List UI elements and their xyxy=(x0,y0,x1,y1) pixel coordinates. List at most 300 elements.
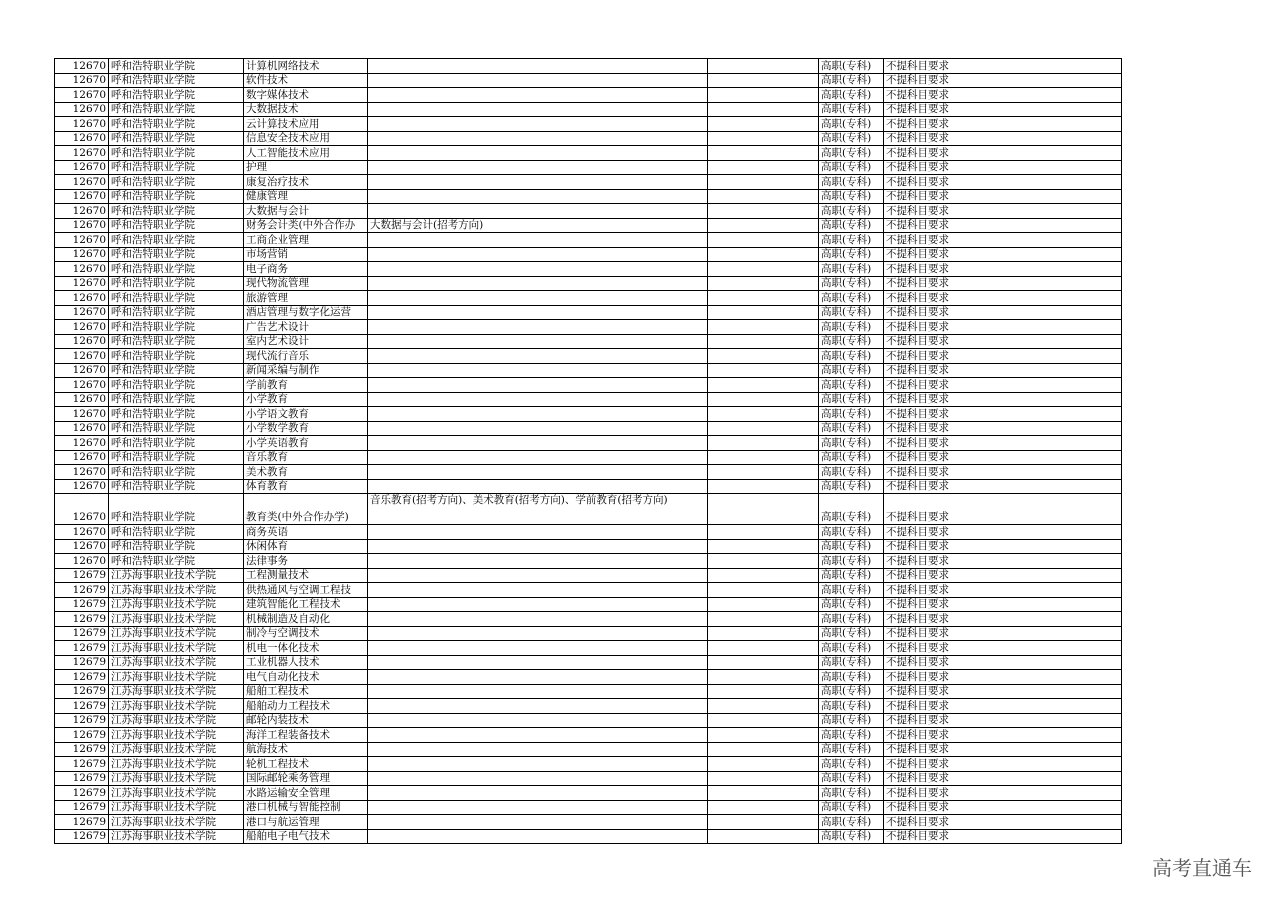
empty-cell xyxy=(708,436,819,451)
empty-cell xyxy=(708,670,819,685)
subject-requirement-cell: 不提科目要求 xyxy=(884,305,1122,320)
table-row xyxy=(55,583,1122,598)
school-code-cell: 12670 xyxy=(55,334,109,349)
table-row xyxy=(55,800,1122,815)
subject-requirement-cell: 不提科目要求 xyxy=(884,392,1122,407)
major-note-cell xyxy=(368,59,708,74)
major-name-cell: 美术教育 xyxy=(244,465,368,480)
school-name-cell: 呼和浩特职业学院 xyxy=(109,407,244,422)
subject-requirement-cell: 不提科目要求 xyxy=(884,233,1122,248)
school-name-cell: 呼和浩特职业学院 xyxy=(109,247,244,262)
subject-requirement-cell: 不提科目要求 xyxy=(884,655,1122,670)
level-cell: 高职(专科) xyxy=(819,175,884,190)
school-name-cell: 江苏海事职业技术学院 xyxy=(109,699,244,714)
empty-cell xyxy=(708,494,819,525)
table-row xyxy=(55,568,1122,583)
subject-requirement-cell: 不提科目要求 xyxy=(884,450,1122,465)
empty-cell xyxy=(708,699,819,714)
school-name-cell: 呼和浩特职业学院 xyxy=(109,363,244,378)
subject-requirement-cell: 不提科目要求 xyxy=(884,465,1122,480)
level-cell: 高职(专科) xyxy=(819,539,884,554)
school-name-cell: 江苏海事职业技术学院 xyxy=(109,684,244,699)
major-note-cell xyxy=(368,450,708,465)
table-row xyxy=(55,146,1122,161)
school-name-cell: 呼和浩特职业学院 xyxy=(109,334,244,349)
major-note-cell: 音乐教育(招考方向)、美术教育(招考方向)、学前教育(招考方向) xyxy=(368,494,708,525)
major-name-cell: 机电一体化技术 xyxy=(244,641,368,656)
major-name-cell: 供热通风与空调工程技 xyxy=(244,583,368,598)
school-name-cell: 呼和浩特职业学院 xyxy=(109,102,244,117)
empty-cell xyxy=(708,334,819,349)
major-note-cell xyxy=(368,436,708,451)
major-name-cell: 海洋工程装备技术 xyxy=(244,728,368,743)
school-name-cell: 呼和浩特职业学院 xyxy=(109,59,244,74)
table-row xyxy=(55,189,1122,204)
school-name-cell: 呼和浩特职业学院 xyxy=(109,218,244,233)
major-name-cell: 轮机工程技术 xyxy=(244,757,368,772)
major-note-cell xyxy=(368,73,708,88)
school-name-cell: 江苏海事职业技术学院 xyxy=(109,829,244,844)
level-cell: 高职(专科) xyxy=(819,465,884,480)
major-name-cell: 港口机械与智能控制 xyxy=(244,800,368,815)
school-name-cell: 呼和浩特职业学院 xyxy=(109,233,244,248)
subject-requirement-cell: 不提科目要求 xyxy=(884,554,1122,569)
major-name-cell: 小学语文教育 xyxy=(244,407,368,422)
major-note-cell xyxy=(368,392,708,407)
level-cell: 高职(专科) xyxy=(819,233,884,248)
watermark: 高考直通车 xyxy=(1152,856,1252,880)
school-code-cell: 12670 xyxy=(55,262,109,277)
school-code-cell: 12670 xyxy=(55,525,109,540)
table-row xyxy=(55,742,1122,757)
major-note-cell xyxy=(368,757,708,772)
table-row xyxy=(55,713,1122,728)
major-name-cell: 大数据与会计 xyxy=(244,204,368,219)
empty-cell xyxy=(708,583,819,598)
subject-requirement-cell: 不提科目要求 xyxy=(884,378,1122,393)
school-name-cell: 呼和浩特职业学院 xyxy=(109,378,244,393)
table-row xyxy=(55,131,1122,146)
major-note-cell xyxy=(368,204,708,219)
level-cell: 高职(专科) xyxy=(819,525,884,540)
major-note-cell xyxy=(368,612,708,627)
level-cell: 高职(专科) xyxy=(819,494,884,525)
major-note-cell xyxy=(368,363,708,378)
school-name-cell: 呼和浩特职业学院 xyxy=(109,189,244,204)
major-note-cell xyxy=(368,568,708,583)
table-row xyxy=(55,670,1122,685)
major-note-cell xyxy=(368,189,708,204)
table-row xyxy=(55,757,1122,772)
major-note-cell xyxy=(368,465,708,480)
empty-cell xyxy=(708,276,819,291)
empty-cell xyxy=(708,218,819,233)
school-code-cell: 12670 xyxy=(55,102,109,117)
major-name-cell: 广告艺术设计 xyxy=(244,320,368,335)
major-note-cell xyxy=(368,525,708,540)
major-note-cell xyxy=(368,305,708,320)
major-name-cell: 小学英语教育 xyxy=(244,436,368,451)
level-cell: 高职(专科) xyxy=(819,597,884,612)
school-code-cell: 12679 xyxy=(55,583,109,598)
subject-requirement-cell: 不提科目要求 xyxy=(884,73,1122,88)
subject-requirement-cell: 不提科目要求 xyxy=(884,597,1122,612)
level-cell: 高职(专科) xyxy=(819,421,884,436)
major-note-cell xyxy=(368,407,708,422)
empty-cell xyxy=(708,88,819,103)
major-name-cell: 工商企业管理 xyxy=(244,233,368,248)
school-code-cell: 12679 xyxy=(55,684,109,699)
level-cell: 高职(专科) xyxy=(819,59,884,74)
empty-cell xyxy=(708,479,819,494)
level-cell: 高职(专科) xyxy=(819,189,884,204)
table-row xyxy=(55,117,1122,132)
major-name-cell: 电气自动化技术 xyxy=(244,670,368,685)
empty-cell xyxy=(708,465,819,480)
level-cell: 高职(专科) xyxy=(819,684,884,699)
table-row xyxy=(55,204,1122,219)
empty-cell xyxy=(708,800,819,815)
school-code-cell: 12679 xyxy=(55,771,109,786)
major-name-cell: 数字媒体技术 xyxy=(244,88,368,103)
major-name-cell: 软件技术 xyxy=(244,73,368,88)
major-name-cell: 现代物流管理 xyxy=(244,276,368,291)
major-name-cell: 市场营销 xyxy=(244,247,368,262)
subject-requirement-cell: 不提科目要求 xyxy=(884,363,1122,378)
table-row xyxy=(55,262,1122,277)
level-cell: 高职(专科) xyxy=(819,670,884,685)
level-cell: 高职(专科) xyxy=(819,305,884,320)
school-code-cell: 12679 xyxy=(55,800,109,815)
level-cell: 高职(专科) xyxy=(819,73,884,88)
major-name-cell: 现代流行音乐 xyxy=(244,349,368,364)
subject-requirement-cell: 不提科目要求 xyxy=(884,641,1122,656)
major-note-cell xyxy=(368,479,708,494)
school-code-cell: 12679 xyxy=(55,655,109,670)
school-name-cell: 呼和浩特职业学院 xyxy=(109,88,244,103)
empty-cell xyxy=(708,612,819,627)
level-cell: 高职(专科) xyxy=(819,276,884,291)
major-name-cell: 室内艺术设计 xyxy=(244,334,368,349)
major-name-cell: 船舶电子电气技术 xyxy=(244,829,368,844)
empty-cell xyxy=(708,757,819,772)
level-cell: 高职(专科) xyxy=(819,450,884,465)
major-note-cell xyxy=(368,670,708,685)
school-name-cell: 呼和浩特职业学院 xyxy=(109,349,244,364)
table-row xyxy=(55,479,1122,494)
level-cell: 高职(专科) xyxy=(819,334,884,349)
major-note-cell xyxy=(368,539,708,554)
subject-requirement-cell: 不提科目要求 xyxy=(884,146,1122,161)
subject-requirement-cell: 不提科目要求 xyxy=(884,102,1122,117)
empty-cell xyxy=(708,786,819,801)
school-code-cell: 12670 xyxy=(55,363,109,378)
major-name-cell: 港口与航运管理 xyxy=(244,815,368,830)
major-note-cell xyxy=(368,699,708,714)
school-name-cell: 呼和浩特职业学院 xyxy=(109,160,244,175)
subject-requirement-cell: 不提科目要求 xyxy=(884,204,1122,219)
subject-requirement-cell: 不提科目要求 xyxy=(884,713,1122,728)
subject-requirement-cell: 不提科目要求 xyxy=(884,771,1122,786)
major-note-cell xyxy=(368,829,708,844)
subject-requirement-cell: 不提科目要求 xyxy=(884,494,1122,525)
school-code-cell: 12670 xyxy=(55,117,109,132)
table-row xyxy=(55,684,1122,699)
school-code-cell: 12670 xyxy=(55,88,109,103)
major-note-cell xyxy=(368,102,708,117)
school-code-cell: 12679 xyxy=(55,597,109,612)
level-cell: 高职(专科) xyxy=(819,800,884,815)
school-code-cell: 12670 xyxy=(55,204,109,219)
school-name-cell: 呼和浩特职业学院 xyxy=(109,479,244,494)
empty-cell xyxy=(708,815,819,830)
major-name-cell: 小学教育 xyxy=(244,392,368,407)
empty-cell xyxy=(708,291,819,306)
major-name-cell: 制冷与空调技术 xyxy=(244,626,368,641)
major-note-cell: 大数据与会计(招考方向) xyxy=(368,218,708,233)
table-row xyxy=(55,334,1122,349)
school-name-cell: 呼和浩特职业学院 xyxy=(109,525,244,540)
empty-cell xyxy=(708,525,819,540)
school-code-cell: 12670 xyxy=(55,59,109,74)
school-code-cell: 12679 xyxy=(55,670,109,685)
subject-requirement-cell: 不提科目要求 xyxy=(884,262,1122,277)
table-row xyxy=(55,554,1122,569)
subject-requirement-cell: 不提科目要求 xyxy=(884,247,1122,262)
school-code-cell: 12679 xyxy=(55,742,109,757)
school-name-cell: 呼和浩特职业学院 xyxy=(109,450,244,465)
school-name-cell: 江苏海事职业技术学院 xyxy=(109,641,244,656)
level-cell: 高职(专科) xyxy=(819,583,884,598)
subject-requirement-cell: 不提科目要求 xyxy=(884,583,1122,598)
school-name-cell: 江苏海事职业技术学院 xyxy=(109,800,244,815)
table-row xyxy=(55,728,1122,743)
level-cell: 高职(专科) xyxy=(819,363,884,378)
table-row xyxy=(55,407,1122,422)
level-cell: 高职(专科) xyxy=(819,786,884,801)
subject-requirement-cell: 不提科目要求 xyxy=(884,539,1122,554)
empty-cell xyxy=(708,73,819,88)
school-code-cell: 12670 xyxy=(55,421,109,436)
empty-cell xyxy=(708,829,819,844)
empty-cell xyxy=(708,363,819,378)
empty-cell xyxy=(708,160,819,175)
major-note-cell xyxy=(368,117,708,132)
major-name-cell: 工程测量技术 xyxy=(244,568,368,583)
major-note-cell xyxy=(368,597,708,612)
level-cell: 高职(专科) xyxy=(819,117,884,132)
school-name-cell: 呼和浩特职业学院 xyxy=(109,146,244,161)
level-cell: 高职(专科) xyxy=(819,218,884,233)
major-name-cell: 工业机器人技术 xyxy=(244,655,368,670)
level-cell: 高职(专科) xyxy=(819,204,884,219)
table-row xyxy=(55,525,1122,540)
level-cell: 高职(专科) xyxy=(819,655,884,670)
school-name-cell: 呼和浩特职业学院 xyxy=(109,175,244,190)
subject-requirement-cell: 不提科目要求 xyxy=(884,742,1122,757)
subject-requirement-cell: 不提科目要求 xyxy=(884,568,1122,583)
school-code-cell: 12670 xyxy=(55,539,109,554)
school-name-cell: 江苏海事职业技术学院 xyxy=(109,597,244,612)
major-note-cell xyxy=(368,262,708,277)
school-name-cell: 呼和浩特职业学院 xyxy=(109,320,244,335)
subject-requirement-cell: 不提科目要求 xyxy=(884,59,1122,74)
major-note-cell xyxy=(368,742,708,757)
major-note-cell xyxy=(368,800,708,815)
school-code-cell: 12670 xyxy=(55,160,109,175)
major-note-cell xyxy=(368,349,708,364)
table-row xyxy=(55,160,1122,175)
major-name-cell: 法律事务 xyxy=(244,554,368,569)
school-name-cell: 江苏海事职业技术学院 xyxy=(109,670,244,685)
empty-cell xyxy=(708,262,819,277)
school-name-cell: 呼和浩特职业学院 xyxy=(109,291,244,306)
major-name-cell: 建筑智能化工程技术 xyxy=(244,597,368,612)
subject-requirement-cell: 不提科目要求 xyxy=(884,626,1122,641)
level-cell: 高职(专科) xyxy=(819,815,884,830)
major-name-cell: 电子商务 xyxy=(244,262,368,277)
empty-cell xyxy=(708,320,819,335)
major-name-cell: 学前教育 xyxy=(244,378,368,393)
school-code-cell: 12670 xyxy=(55,436,109,451)
school-name-cell: 呼和浩特职业学院 xyxy=(109,276,244,291)
major-name-cell: 酒店管理与数字化运营 xyxy=(244,305,368,320)
table-body xyxy=(55,59,1122,844)
major-name-cell: 新闻采编与制作 xyxy=(244,363,368,378)
major-note-cell xyxy=(368,713,708,728)
level-cell: 高职(专科) xyxy=(819,392,884,407)
school-name-cell: 呼和浩特职业学院 xyxy=(109,204,244,219)
table-row xyxy=(55,786,1122,801)
empty-cell xyxy=(708,771,819,786)
major-note-cell xyxy=(368,233,708,248)
major-name-cell: 护理 xyxy=(244,160,368,175)
school-name-cell: 呼和浩特职业学院 xyxy=(109,262,244,277)
major-name-cell: 邮轮内装技术 xyxy=(244,713,368,728)
major-note-cell xyxy=(368,291,708,306)
school-name-cell: 江苏海事职业技术学院 xyxy=(109,742,244,757)
table-row xyxy=(55,465,1122,480)
table-row xyxy=(55,815,1122,830)
school-code-cell: 12670 xyxy=(55,131,109,146)
table-row xyxy=(55,291,1122,306)
school-name-cell: 呼和浩特职业学院 xyxy=(109,117,244,132)
table-row xyxy=(55,539,1122,554)
school-code-cell: 12670 xyxy=(55,73,109,88)
major-note-cell xyxy=(368,728,708,743)
table-row xyxy=(55,699,1122,714)
subject-requirement-cell: 不提科目要求 xyxy=(884,525,1122,540)
level-cell: 高职(专科) xyxy=(819,320,884,335)
table-row xyxy=(55,88,1122,103)
school-code-cell: 12670 xyxy=(55,494,109,525)
level-cell: 高职(专科) xyxy=(819,102,884,117)
level-cell: 高职(专科) xyxy=(819,349,884,364)
school-name-cell: 江苏海事职业技术学院 xyxy=(109,612,244,627)
major-name-cell: 国际邮轮乘务管理 xyxy=(244,771,368,786)
empty-cell xyxy=(708,728,819,743)
school-name-cell: 江苏海事职业技术学院 xyxy=(109,728,244,743)
table-row xyxy=(55,305,1122,320)
major-note-cell xyxy=(368,320,708,335)
subject-requirement-cell: 不提科目要求 xyxy=(884,88,1122,103)
subject-requirement-cell: 不提科目要求 xyxy=(884,670,1122,685)
major-note-cell xyxy=(368,815,708,830)
table-row xyxy=(55,494,1122,525)
empty-cell xyxy=(708,247,819,262)
table-row xyxy=(55,436,1122,451)
subject-requirement-cell: 不提科目要求 xyxy=(884,334,1122,349)
empty-cell xyxy=(708,421,819,436)
school-code-cell: 12670 xyxy=(55,320,109,335)
school-name-cell: 呼和浩特职业学院 xyxy=(109,392,244,407)
level-cell: 高职(专科) xyxy=(819,262,884,277)
subject-requirement-cell: 不提科目要求 xyxy=(884,189,1122,204)
subject-requirement-cell: 不提科目要求 xyxy=(884,815,1122,830)
school-code-cell: 12679 xyxy=(55,626,109,641)
empty-cell xyxy=(708,189,819,204)
empty-cell xyxy=(708,626,819,641)
subject-requirement-cell: 不提科目要求 xyxy=(884,829,1122,844)
subject-requirement-cell: 不提科目要求 xyxy=(884,786,1122,801)
level-cell: 高职(专科) xyxy=(819,641,884,656)
major-note-cell xyxy=(368,88,708,103)
subject-requirement-cell: 不提科目要求 xyxy=(884,684,1122,699)
major-note-cell xyxy=(368,786,708,801)
school-name-cell: 呼和浩特职业学院 xyxy=(109,73,244,88)
school-code-cell: 12670 xyxy=(55,305,109,320)
level-cell: 高职(专科) xyxy=(819,742,884,757)
school-code-cell: 12670 xyxy=(55,349,109,364)
level-cell: 高职(专科) xyxy=(819,436,884,451)
empty-cell xyxy=(708,117,819,132)
empty-cell xyxy=(708,59,819,74)
subject-requirement-cell: 不提科目要求 xyxy=(884,421,1122,436)
school-name-cell: 呼和浩特职业学院 xyxy=(109,554,244,569)
major-note-cell xyxy=(368,247,708,262)
table-row xyxy=(55,450,1122,465)
empty-cell xyxy=(708,407,819,422)
subject-requirement-cell: 不提科目要求 xyxy=(884,612,1122,627)
major-name-cell: 康复治疗技术 xyxy=(244,175,368,190)
table-row xyxy=(55,59,1122,74)
subject-requirement-cell: 不提科目要求 xyxy=(884,117,1122,132)
major-name-cell: 信息安全技术应用 xyxy=(244,131,368,146)
subject-requirement-cell: 不提科目要求 xyxy=(884,160,1122,175)
school-name-cell: 呼和浩特职业学院 xyxy=(109,421,244,436)
major-name-cell: 云计算技术应用 xyxy=(244,117,368,132)
school-name-cell: 呼和浩特职业学院 xyxy=(109,465,244,480)
school-code-cell: 12679 xyxy=(55,612,109,627)
subject-requirement-cell: 不提科目要求 xyxy=(884,757,1122,772)
school-code-cell: 12670 xyxy=(55,554,109,569)
school-name-cell: 呼和浩特职业学院 xyxy=(109,436,244,451)
school-name-cell: 呼和浩特职业学院 xyxy=(109,131,244,146)
major-name-cell: 机械制造及自动化 xyxy=(244,612,368,627)
school-code-cell: 12679 xyxy=(55,699,109,714)
major-name-cell: 水路运输安全管理 xyxy=(244,786,368,801)
major-note-cell xyxy=(368,160,708,175)
school-name-cell: 江苏海事职业技术学院 xyxy=(109,815,244,830)
level-cell: 高职(专科) xyxy=(819,829,884,844)
school-code-cell: 12679 xyxy=(55,713,109,728)
major-name-cell: 体育教育 xyxy=(244,479,368,494)
major-note-cell xyxy=(368,421,708,436)
table-row xyxy=(55,73,1122,88)
table-row xyxy=(55,363,1122,378)
major-note-cell xyxy=(368,276,708,291)
table-row xyxy=(55,378,1122,393)
